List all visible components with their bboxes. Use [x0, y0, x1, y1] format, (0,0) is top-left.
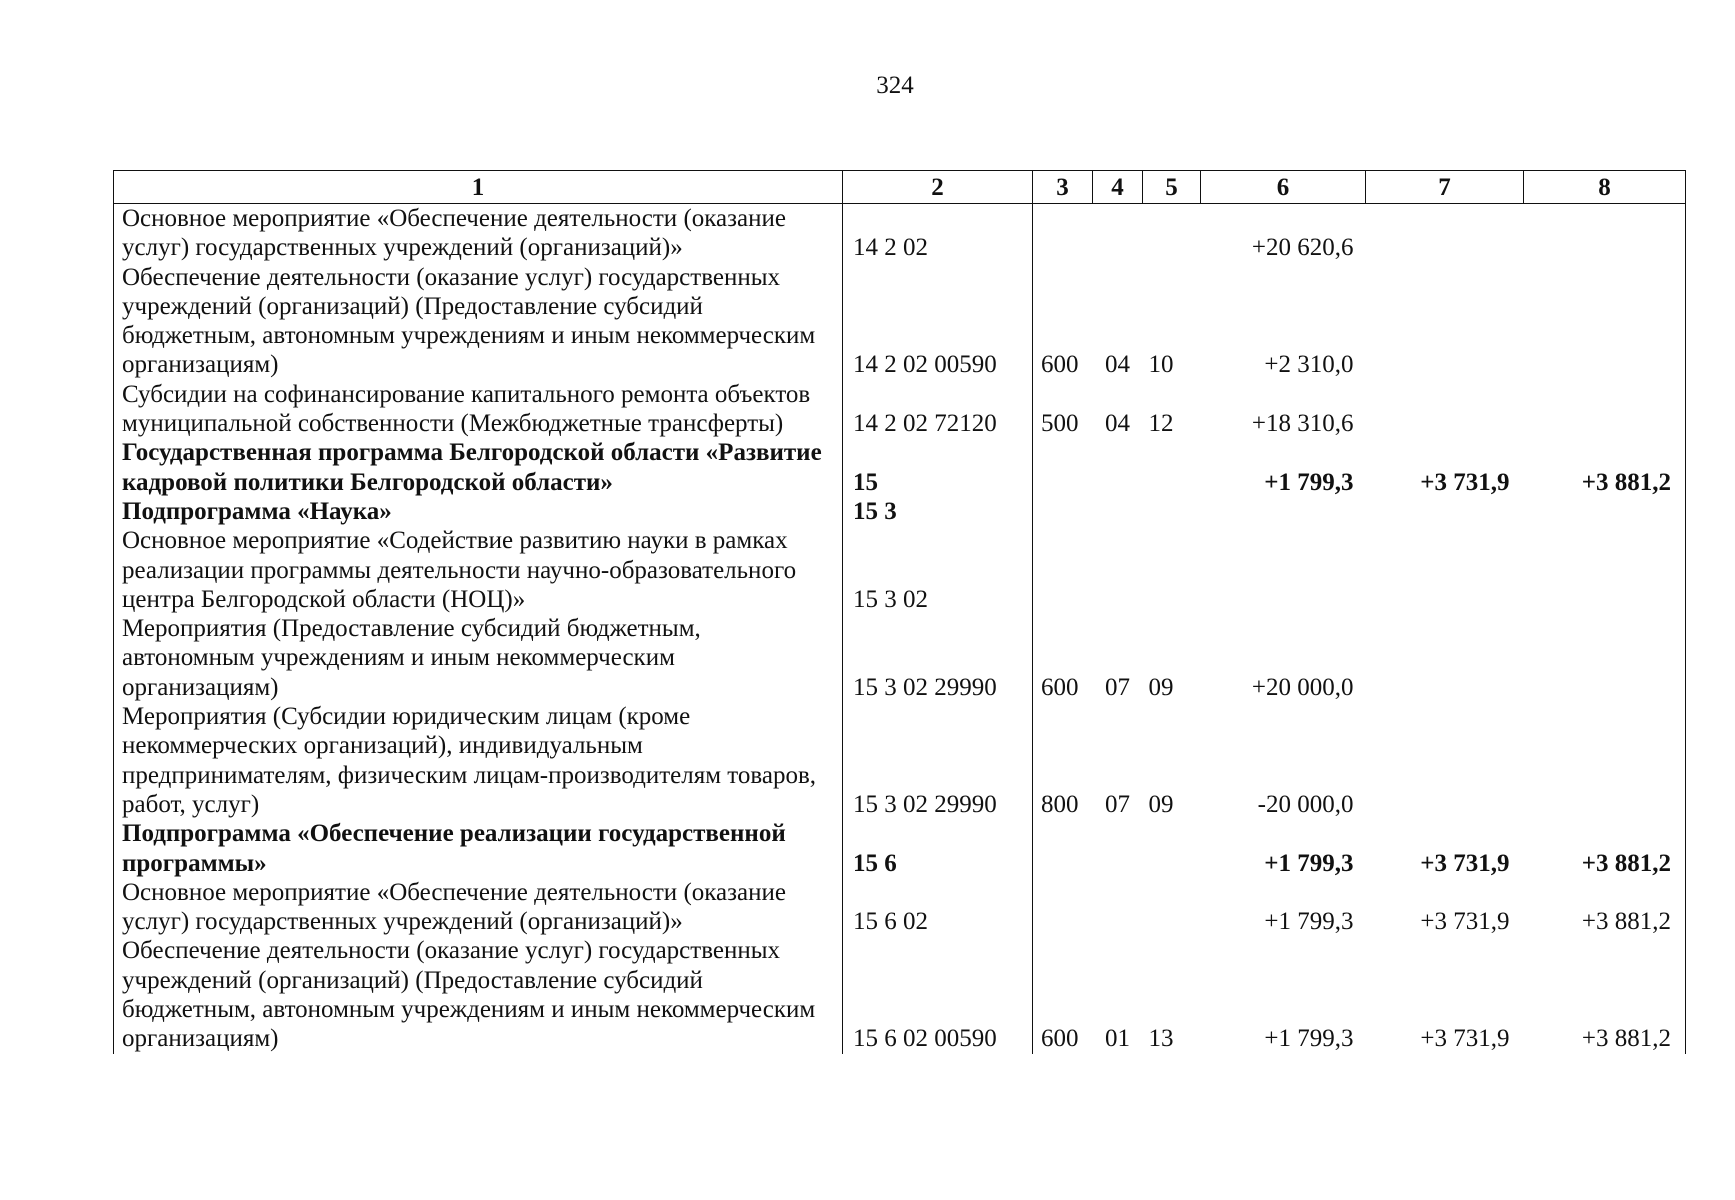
expense-type-cell	[1033, 819, 1093, 878]
classification-code-cell: 15	[843, 438, 1033, 497]
amount-col8-cell	[1524, 497, 1686, 526]
page-number: 324	[876, 72, 914, 99]
table-row	[114, 878, 1686, 937]
section-cell	[1093, 526, 1143, 614]
column-number-row	[114, 171, 1686, 204]
amount-col6-cell: +1 799,3	[1264, 849, 1354, 877]
item-name-cell: Подпрограмма «Наука»	[114, 497, 843, 526]
amount-col7-cell	[1366, 702, 1524, 819]
subsection-cell	[1143, 497, 1201, 526]
classification-code-cell: 15 3	[843, 497, 1033, 526]
amount-col7-cell	[1366, 263, 1524, 380]
subsection-cell: 10	[1148, 351, 1174, 379]
classification-code-cell: 14 2 02 00590	[843, 263, 1033, 380]
item-name-cell: Обеспечение деятельности (оказание услуг) государственных учреждений (организаций) (Предоставление субсидий бюджетным, автономным учреждениям и иным некоммерческим организациям)	[114, 936, 843, 1053]
subsection-cell: 12	[1148, 410, 1174, 438]
amount-col7-cell: +3 731,9	[1420, 849, 1510, 877]
amount-col6-cell: +1 799,3	[1264, 908, 1354, 936]
table-header	[114, 171, 1686, 204]
column-header-4: 4	[1093, 171, 1143, 204]
amount-col8-cell	[1524, 614, 1686, 702]
classification-code-cell: 15 3 02 29990	[843, 702, 1033, 819]
section-cell	[1093, 204, 1143, 263]
column-header-8: 8	[1524, 171, 1686, 204]
table-row	[114, 438, 1686, 497]
expense-type-cell	[1033, 204, 1093, 263]
budget-changes-table	[113, 170, 1686, 1054]
item-name-cell: Подпрограмма «Обеспечение реализации государственной программы»	[114, 819, 843, 878]
amount-col7-cell: +3 731,9	[1420, 468, 1510, 496]
subsection-cell: 09	[1148, 790, 1174, 818]
table-row	[114, 819, 1686, 878]
table-body	[114, 204, 1686, 1054]
expense-type-cell: 500	[1033, 380, 1093, 439]
amount-col8-cell: +3 881,2	[1524, 438, 1686, 497]
column-header-7: 7	[1366, 171, 1524, 204]
table-row	[114, 614, 1686, 702]
item-name-cell: Основное мероприятие «Обеспечение деятельности (оказание услуг) государственных учреждений (организаций)»	[114, 878, 843, 937]
item-name-cell: Субсидии на софинансирование капитального ремонта объектов муниципальной собственности (Межбюджетные трансферты)	[114, 380, 843, 439]
amount-col6-cell	[1201, 526, 1366, 614]
subsection-cell	[1143, 526, 1201, 614]
amount-col7-cell: +3 731,9	[1420, 1025, 1510, 1053]
amount-col6-cell: +1 799,3	[1264, 468, 1354, 496]
amount-col6-cell: +20 620,6	[1251, 234, 1354, 262]
amount-col8-cell	[1524, 204, 1686, 263]
amount-col7-cell	[1366, 497, 1524, 526]
classification-code-cell: 15 6	[843, 819, 1033, 878]
subsection-cell	[1143, 438, 1201, 497]
amount-col6-cell: +20 000,0	[1251, 673, 1354, 701]
expense-type-cell	[1033, 438, 1093, 497]
table-row	[114, 204, 1686, 263]
item-name-cell: Мероприятия (Предоставление субсидий бюджетным, автономным учреждениям и иным некоммерческим организациям)	[114, 614, 843, 702]
amount-col8-cell: +3 881,2	[1524, 936, 1686, 1053]
section-cell	[1093, 878, 1143, 937]
amount-col7-cell: +3 731,9	[1420, 908, 1510, 936]
classification-code-cell: 15 6 02 00590	[843, 936, 1033, 1053]
amount-col8-cell	[1524, 380, 1686, 439]
amount-col8-cell	[1524, 263, 1686, 380]
section-cell	[1093, 438, 1143, 497]
section-cell: 04	[1105, 410, 1130, 438]
column-header-1: 1	[114, 171, 843, 204]
section-cell: 07	[1105, 673, 1130, 701]
column-header-2: 2	[843, 171, 1033, 204]
amount-col6-cell: +2 310,0	[1264, 351, 1354, 379]
item-name-cell: Мероприятия (Субсидии юридическим лицам (кроме некоммерческих организаций), индивидуальным предпринимателям, физическим лицам-производителям товаров, работ, услуг)	[114, 702, 843, 819]
table-row	[114, 702, 1686, 819]
item-name-cell: Обеспечение деятельности (оказание услуг) государственных учреждений (организаций) (Предоставление субсидий бюджетным, автономным учреждениям и иным некоммерческим организациям)	[114, 263, 843, 380]
column-header-5: 5	[1143, 171, 1201, 204]
classification-code-cell: 15 3 02 29990	[843, 614, 1033, 702]
expense-type-cell: 600	[1033, 263, 1093, 380]
column-header-6: 6	[1201, 171, 1366, 204]
amount-col7-cell	[1366, 204, 1524, 263]
item-name-cell: Государственная программа Белгородской области «Развитие кадровой политики Белгородской области»	[114, 438, 843, 497]
amount-col8-cell: +3 881,2	[1524, 878, 1686, 937]
amount-col8-cell: +3 881,2	[1524, 819, 1686, 878]
amount-col6-cell: +18 310,6	[1251, 410, 1354, 438]
classification-code-cell: 14 2 02 72120	[843, 380, 1033, 439]
table-row	[114, 497, 1686, 526]
classification-code-cell: 14 2 02	[843, 204, 1033, 263]
amount-col8-cell	[1524, 526, 1686, 614]
expense-type-cell: 600	[1033, 614, 1093, 702]
amount-col7-cell	[1366, 526, 1524, 614]
subsection-cell: 13	[1148, 1025, 1174, 1053]
classification-code-cell: 15 6 02	[843, 878, 1033, 937]
subsection-cell	[1143, 878, 1201, 937]
section-cell: 07	[1105, 790, 1130, 818]
expense-type-cell: 800	[1033, 702, 1093, 819]
subsection-cell	[1143, 819, 1201, 878]
subsection-cell: 09	[1148, 673, 1174, 701]
amount-col6-cell: +1 799,3	[1264, 1025, 1354, 1053]
table-row	[114, 936, 1686, 1053]
table-row	[114, 380, 1686, 439]
amount-col8-cell	[1524, 702, 1686, 819]
expense-type-cell: 600	[1033, 936, 1093, 1053]
column-header-3: 3	[1033, 171, 1093, 204]
expense-type-cell	[1033, 497, 1093, 526]
table-row	[114, 263, 1686, 380]
amount-col7-cell	[1366, 614, 1524, 702]
item-name-cell: Основное мероприятие «Обеспечение деятельности (оказание услуг) государственных учреждений (организаций)»	[114, 204, 843, 263]
table-row	[114, 526, 1686, 614]
section-cell	[1093, 819, 1143, 878]
section-cell	[1093, 497, 1143, 526]
item-name-cell: Основное мероприятие «Содействие развитию науки в рамках реализации программы деятельности научно-образовательного центра Белгородской области (НОЦ)»	[114, 526, 843, 614]
section-cell: 04	[1105, 351, 1130, 379]
section-cell: 01	[1105, 1025, 1130, 1053]
amount-col6-cell	[1201, 497, 1366, 526]
expense-type-cell	[1033, 526, 1093, 614]
subsection-cell	[1143, 204, 1201, 263]
amount-col6-cell: -20 000,0	[1257, 790, 1354, 818]
expense-type-cell	[1033, 878, 1093, 937]
classification-code-cell: 15 3 02	[843, 526, 1033, 614]
amount-col7-cell	[1366, 380, 1524, 439]
